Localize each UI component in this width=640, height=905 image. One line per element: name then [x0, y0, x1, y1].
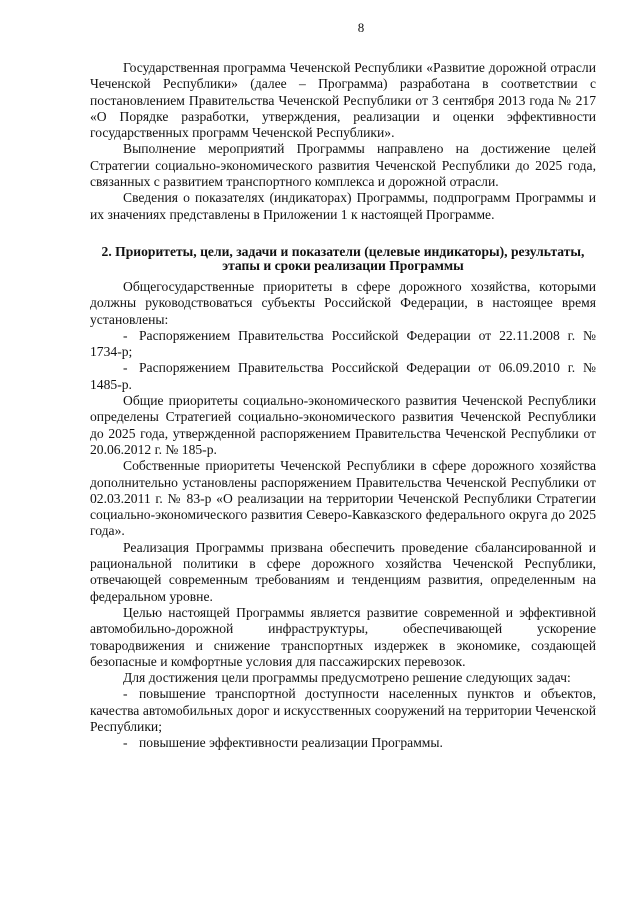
document-body: [90, 60, 596, 752]
federal-order-text: Распоряжением Правительства Российской Федерации от 06.09.2010 г. № 1485-р.: [90, 360, 596, 392]
list-dash: -: [123, 360, 128, 376]
page-number: 8: [357, 20, 365, 35]
federal-order-item: [90, 328, 596, 361]
intro-paragraph: Сведения о показателях (индикаторах) Программы, подпрограмм Программы и их значениях представлены в Приложении 1 к настоящей Программе.: [90, 190, 596, 222]
body-paragraph: Для достижения цели программы предусмотрено решение следующих задач:: [123, 670, 571, 686]
body-paragraph: Собственные приоритеты Чеченской Республики в сфере дорожного хозяйства дополнительно установлены распоряжением Правительства Чеченской Республики от 02.03.2011 г. № 83-р «О реализации на территории Чеченской Республики Стратегии социально-экономического развития Северо-Кавказского федерального округа до 2025 года».: [90, 458, 596, 539]
task-item: [90, 735, 596, 751]
task-item: [90, 686, 596, 735]
document-page: [90, 20, 596, 895]
section-heading: 2. Приоритеты, цели, задачи и показатели (целевые индикаторы), результаты, этапы и сроки реализации Программы: [101, 243, 585, 274]
body-paragraph: Целью настоящей Программы является развитие современной и эффективной автомобильно-дорожной инфраструктуры, обеспечивающей ускорение товародвижения и снижение транспортных издержек в экономике, создающей безопасные и комфортные условия для пассажирских перевозок.: [90, 604, 596, 669]
intro-paragraph: Выполнение мероприятий Программы направлено на достижение целей Стратегии социально-экономического развития Чеченской Республики до 2025 года, связанных с развитием транспортного комплекса и дорожной отрасли.: [90, 141, 596, 190]
body-paragraph: Общие приоритеты социально-экономического развития Чеченской Республики определены Стратегией социально-экономического развития Чеченской Республики до 2025 года, утвержденной распоряжением Правительства Чеченской Республики от 20.06.2012 г. № 185-р.: [90, 393, 596, 457]
body-paragraph: Реализация Программы призвана обеспечить проведение сбалансированной и рациональной политики в сфере дорожного хозяйства Чеченской Республики, отвечающей современным требованиям и тенденциям развития, определенным на федеральном уровне.: [90, 539, 596, 604]
priorities-intro: Общегосударственные приоритеты в сфере дорожного хозяйства, которыми должны руководствоваться субъекты Российской Федерации, в настоящее время установлены:: [90, 278, 596, 327]
federal-order-text: Распоряжением Правительства Российской Федерации от 22.11.2008 г. № 1734-р;: [90, 327, 596, 360]
federal-order-item: [90, 360, 596, 393]
list-dash: -: [123, 735, 128, 751]
task-text: повышение транспортной доступности населенных пунктов и объектов, качества автомобильных дорог и искусственных сооружений на территории Чеченской Республики;: [90, 686, 596, 734]
intro-paragraph: Государственная программа Чеченской Республики «Развитие дорожной отрасли Чеченской Республики» (далее – Программа) разработана в соответствии с постановлением Правительства Чеченской Республики от 3 сентября 2013 года № 217 «О Порядке разработки, утверждения, реализации и оценки эффективности государственных программ Чеченской Республики».: [90, 60, 596, 141]
list-dash: -: [123, 686, 128, 702]
task-text: повышение эффективности реализации Программы.: [139, 735, 443, 751]
section-content: [90, 279, 596, 752]
list-dash: -: [123, 327, 128, 343]
